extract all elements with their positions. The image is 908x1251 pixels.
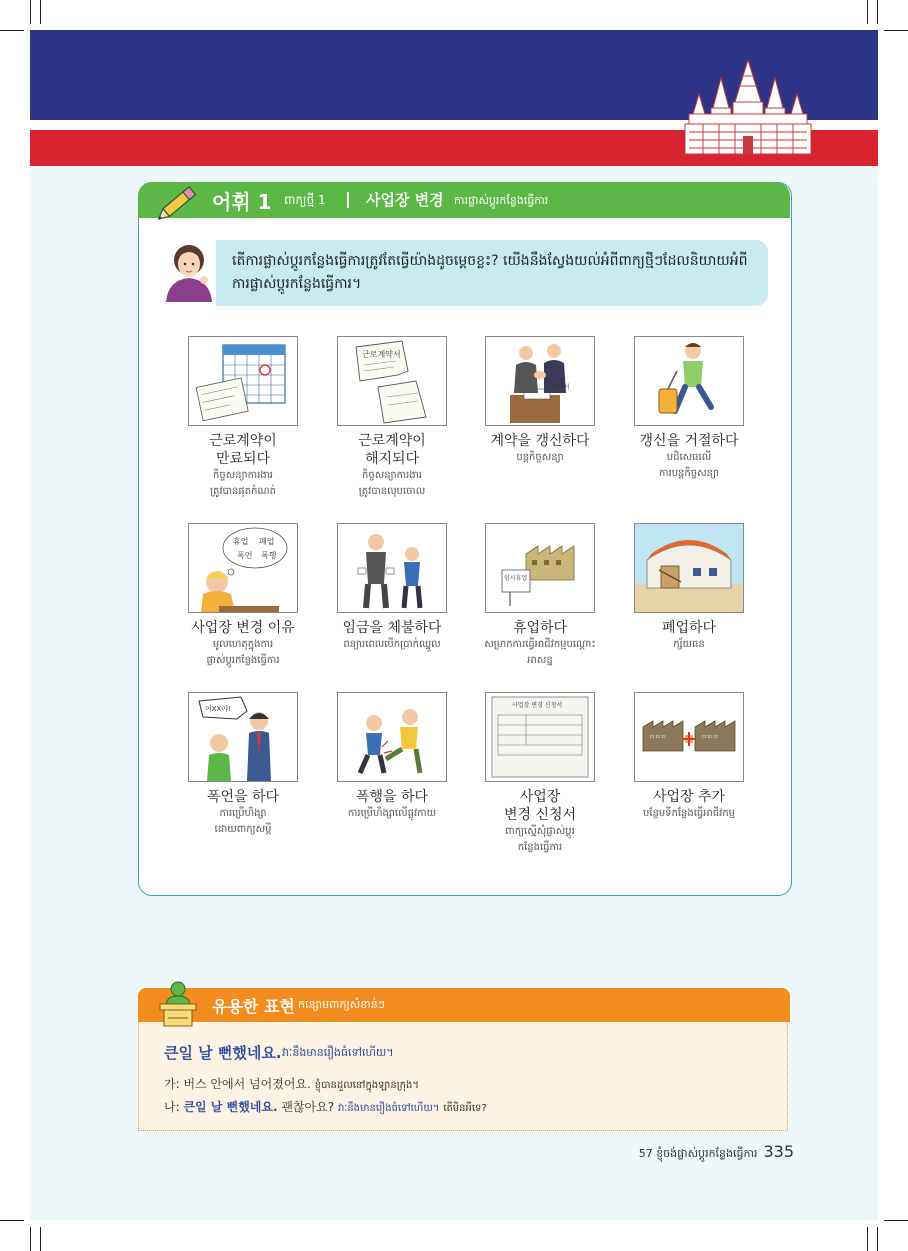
- vocab-item: [465, 692, 615, 856]
- vocab-khmer: បន្តកិច្ចសន្យា: [516, 452, 564, 463]
- vocab-item: [317, 692, 467, 822]
- crop-mark: [30, 1227, 31, 1251]
- dialogue-line-1: [164, 1075, 419, 1093]
- vocab-subtitle-kh: ពាក្យថ្មី 1: [284, 193, 326, 207]
- vocab-khmer: សម្រាកការធ្វើអាជីវកម្មបណ្តោះ អាសន្ន: [484, 639, 596, 666]
- intro-text: តើការផ្លាស់ប្តូរកន្លែងធ្វើការត្រូវតែធ្វើយ៉ាងដូចម្តេចខ្លះ? យើងនឹងស្វែងយល់អំពីពាក្យថ្មីៗដែលនិយាយអំពីការផ្លាស់ប្តូរកន្លែងធ្វើការ។: [232, 253, 748, 292]
- vocab-korean: 폐업하다: [661, 620, 717, 636]
- boarded-building-icon: [634, 523, 744, 613]
- vocab-khmer: បន្ថែមទីកន្លែងធ្វើអាជីវកម្ម: [642, 808, 736, 819]
- lesson-title: 57 ខ្ញុំចង់ផ្លាស់ប្តូរកន្លែងធ្វើការ: [638, 1147, 758, 1160]
- vocab-topic: 사업장 변경: [366, 191, 444, 209]
- vocab-khmer: កិច្ចសន្យាការងារ ត្រូវបានផុតកំណត់: [210, 470, 276, 497]
- crop-mark: [0, 1220, 24, 1221]
- vocab-item: [614, 523, 764, 653]
- crop-mark: [884, 1220, 908, 1221]
- vocab-item: [614, 692, 764, 822]
- shout-label: 이XX야!: [205, 705, 231, 713]
- speaker-podium-icon: [152, 980, 204, 1028]
- dialogue-line-2: [164, 1098, 487, 1116]
- factory-plus-icon: [634, 692, 744, 782]
- crop-mark: [877, 0, 878, 24]
- vocab-item: [465, 336, 615, 466]
- teacher-icon: [160, 236, 218, 304]
- handshake-doc-label: 계약서: [552, 384, 570, 391]
- crop-mark: [867, 1227, 868, 1251]
- vocab-item: [614, 336, 764, 482]
- vocab-item: [168, 692, 318, 838]
- calendar-contract-icon: [188, 336, 298, 426]
- vocab-khmer: មូលហេតុក្នុងការ ផ្លាស់ប្តូរកន្លែងធ្វើការ: [206, 639, 280, 666]
- handshake-icon: [485, 336, 595, 426]
- vocab-item: [317, 523, 467, 653]
- thought-label-1: 휴업: [233, 537, 249, 546]
- vocab-korean: 사업장 추가: [652, 789, 726, 805]
- vocab-item: [168, 336, 318, 500]
- yelling-boss-icon: [188, 692, 298, 782]
- vocab-korean: 근로계약이 만료되다: [209, 433, 277, 467]
- useful-expressions-title: 유용한 표현: [212, 997, 295, 1016]
- vocab-khmer: ពាក្យស្នើសុំផ្លាស់ប្តូរ កន្លែងធ្វើការ: [505, 826, 575, 853]
- vocab-khmer: ការប្រើហិង្សាលើផ្លូវកាយ: [347, 808, 437, 819]
- dialogue-korean: 버스 안에서 넘어졌어요.: [183, 1077, 311, 1091]
- vocab-korean: 휴업하다: [512, 620, 568, 636]
- vocab-khmer: ពន្យារពេលបើកប្រាក់ឈ្នួល: [343, 639, 441, 650]
- torn-contract-icon: [337, 336, 447, 426]
- dialogue-korean-highlight: 큰일 날 뻔했네요.: [183, 1100, 278, 1114]
- application-form-icon: [485, 692, 595, 782]
- vocab-item: [317, 336, 467, 500]
- empty-pockets-icon: [337, 523, 447, 613]
- dialogue-khmer-highlight: វាៈនឹងមានរឿងធំទៅហើយ។: [337, 1103, 440, 1114]
- vocab-item: [465, 523, 615, 669]
- dialogue-khmer: តើមិនអីទេ?: [443, 1103, 487, 1114]
- vocab-korean: 근로계약이 해지되다: [358, 433, 426, 467]
- kicking-icon: [337, 692, 447, 782]
- thought-label-4: 폭행: [261, 551, 277, 560]
- vocab-khmer: បដិសេធលើ ការបន្តកិច្ចសន្យា: [659, 452, 719, 479]
- thought-label-3: 폭언: [237, 551, 253, 560]
- key-expression-kh: វាៈនឹងមានរឿងធំទៅហើយ។: [282, 1046, 394, 1059]
- page-number: 335: [763, 1142, 794, 1161]
- vocab-korean: 폭언을 하다: [206, 789, 280, 805]
- factory-right-label: ㅁㅁㅁ: [701, 734, 719, 741]
- vocab-title: 어휘 1: [212, 190, 272, 214]
- vocab-topic-kh: ការផ្លាស់ប្តូរកន្លែងធ្វើការ: [454, 194, 549, 207]
- crop-mark: [884, 30, 908, 31]
- vocab-korean: 갱신을 거절하다: [639, 433, 739, 449]
- closed-sign-label: 임시휴업: [504, 575, 528, 582]
- vocab-korean: 사업장 변경 신청서: [503, 789, 577, 823]
- crop-mark: [877, 1227, 878, 1251]
- vocab-khmer: ក្ស័យធន: [673, 639, 705, 650]
- vocab-korean: 임금을 체불하다: [342, 620, 442, 636]
- crop-mark: [0, 30, 24, 31]
- torn-contract-label: 근로계약서: [362, 350, 401, 359]
- crop-mark: [40, 0, 41, 24]
- vocab-khmer: ការប្រើហិង្សា ដោយពាក្យសម្តី: [214, 808, 272, 835]
- thinking-worker-icon: [188, 523, 298, 613]
- title-separator: |: [345, 189, 351, 208]
- speaker-label: 나:: [164, 1100, 180, 1114]
- page-footer: [639, 1142, 794, 1163]
- factory-left-label: ㅁㅁㅁ: [649, 734, 667, 741]
- form-title-label: 사업장 변경 신청서: [512, 702, 563, 709]
- closed-factory-sign-icon: [485, 523, 595, 613]
- useful-expressions-title-kh: កន្សោមពាក្យសំខាន់ៗ: [298, 998, 385, 1011]
- vocab-item: [168, 523, 318, 669]
- vocab-korean: 폭행을 하다: [355, 789, 429, 805]
- crop-mark: [867, 0, 868, 24]
- vocab-korean: 사업장 변경 이유: [191, 620, 295, 636]
- key-expression: 큰일 날 뻔했네요.: [164, 1044, 282, 1062]
- thought-label-2: 폐업: [259, 537, 275, 546]
- pencil-icon: [158, 180, 202, 222]
- crop-mark: [40, 1227, 41, 1251]
- angkor-wat-icon: [683, 56, 813, 156]
- dialogue-khmer: ខ្ញុំបានដួលនៅក្នុងឡានក្រុង។: [314, 1080, 419, 1091]
- dialogue-korean: 괜찮아요?: [281, 1100, 335, 1114]
- speaker-label: 가:: [164, 1077, 180, 1091]
- leaving-worker-icon: [634, 336, 744, 426]
- vocab-korean: 계약을 갱신하다: [490, 433, 590, 449]
- vocab-khmer: កិច្ចសន្យាការងារ ត្រូវបានលុបចោល: [358, 470, 426, 497]
- crop-mark: [30, 0, 31, 24]
